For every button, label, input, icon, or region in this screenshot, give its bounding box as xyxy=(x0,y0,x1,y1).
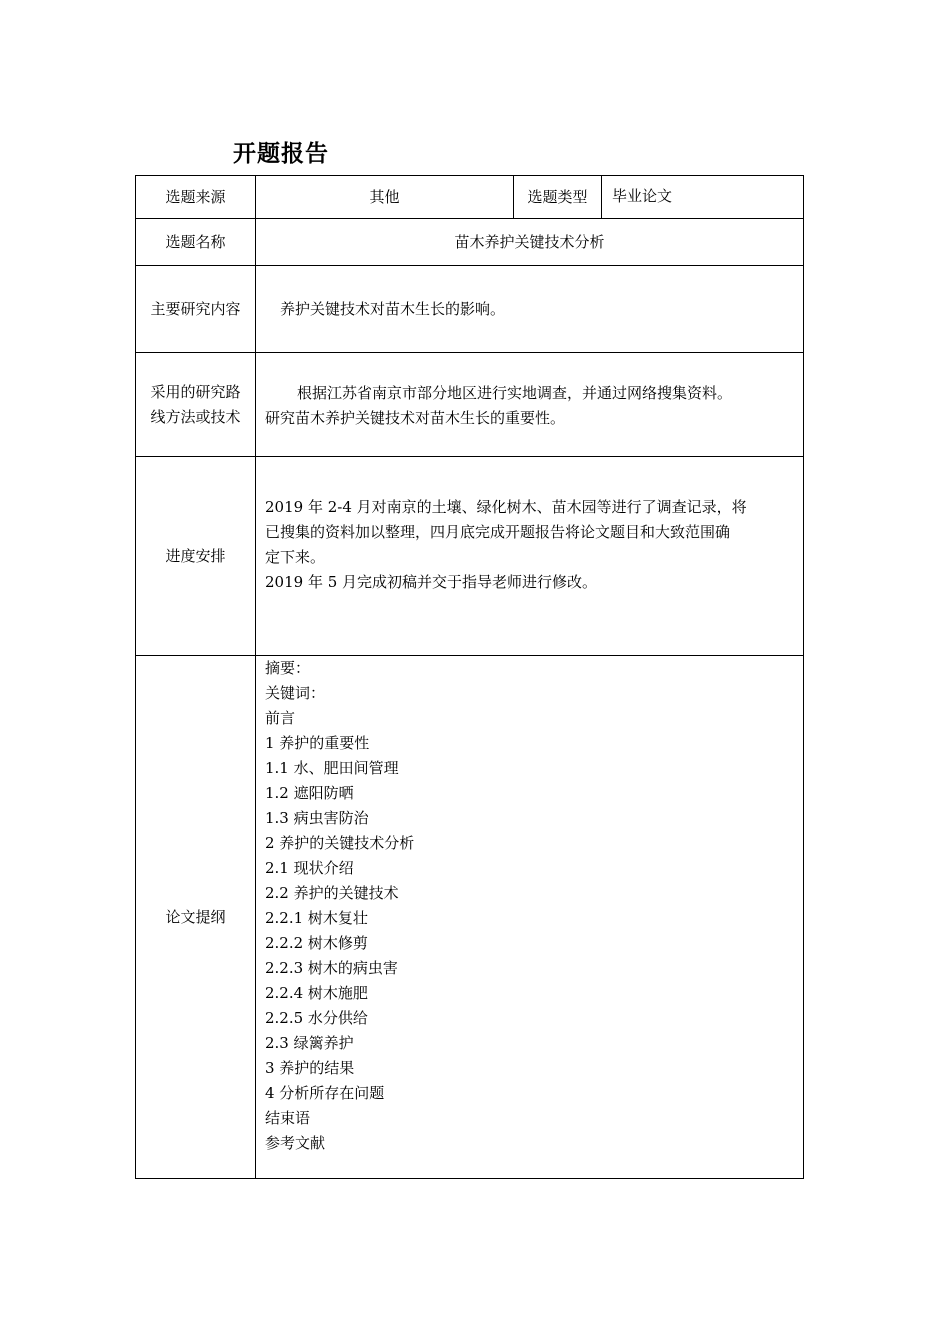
list-item: 关键词： xyxy=(265,684,326,702)
list-item: 1 养护的重要性 xyxy=(265,734,370,752)
schedule-line3: 定下来。 xyxy=(265,548,326,566)
list-item: 参考文献 xyxy=(265,1134,326,1152)
method-line1: 根据江苏省南京市部分地区进行实地调查，并通过网络搜集资料。 xyxy=(297,384,733,402)
type-column-divider-b xyxy=(601,175,602,219)
content-value: 养护关键技术对苗木生长的影响。 xyxy=(280,300,506,318)
table-border-bottom xyxy=(135,1178,804,1179)
schedule-label: 进度安排 xyxy=(165,546,226,565)
schedule-line4: 2019 年 5 月完成初稿并交于指导老师进行修改。 xyxy=(265,573,598,591)
type-value: 毕业论文 xyxy=(612,187,673,205)
schedule-line1: 2019 年 2-4 月对南京的土壤、绿化树木、苗木园等进行了调查记录，将 xyxy=(265,498,747,516)
name-label: 选题名称 xyxy=(165,232,226,251)
list-item: 前言 xyxy=(265,709,296,727)
table-border-right xyxy=(803,175,804,1179)
method-line2: 研究苗木养护关键技术对苗木生长的重要性。 xyxy=(265,409,566,427)
source-label: 选题来源 xyxy=(165,187,226,206)
list-item: 1.3 病虫害防治 xyxy=(265,809,369,827)
list-item: 结束语 xyxy=(265,1109,311,1127)
list-item: 2.2 养护的关键技术 xyxy=(265,884,399,902)
list-item: 2.2.3 树木的病虫害 xyxy=(265,959,398,977)
list-item: 4 分析所存在问题 xyxy=(265,1084,385,1102)
list-item: 摘要： xyxy=(265,659,311,677)
page-title: 开题报告 xyxy=(233,141,329,167)
list-item: 2.2.4 树木施肥 xyxy=(265,984,368,1002)
method-label-line2: 线方法或技术 xyxy=(150,407,241,426)
list-item: 2.2.1 树木复壮 xyxy=(265,909,368,927)
list-item: 2.3 绿篱养护 xyxy=(265,1034,354,1052)
name-value: 苗木养护关键技术分析 xyxy=(454,232,605,251)
type-label: 选题类型 xyxy=(527,187,588,206)
schedule-line2: 已搜集的资料加以整理，四月底完成开题报告将论文题目和大致范围确 xyxy=(265,523,731,541)
content-label: 主要研究内容 xyxy=(150,299,241,318)
list-item: 2 养护的关键技术分析 xyxy=(265,834,415,852)
list-item: 2.1 现状介绍 xyxy=(265,859,354,877)
method-label-line1: 采用的研究路 xyxy=(150,382,241,401)
list-item: 2.2.2 树木修剪 xyxy=(265,934,368,952)
outline-list xyxy=(265,656,795,1156)
label-column-divider xyxy=(255,175,256,1179)
outline-label: 论文提纲 xyxy=(165,907,226,926)
source-value: 其他 xyxy=(369,187,400,206)
list-item: 2.2.5 水分供给 xyxy=(265,1009,368,1027)
list-item: 1.1 水、肥田间管理 xyxy=(265,759,399,777)
list-item: 3 养护的结果 xyxy=(265,1059,355,1077)
method-label xyxy=(136,353,255,456)
list-item: 1.2 遮阳防晒 xyxy=(265,784,354,802)
